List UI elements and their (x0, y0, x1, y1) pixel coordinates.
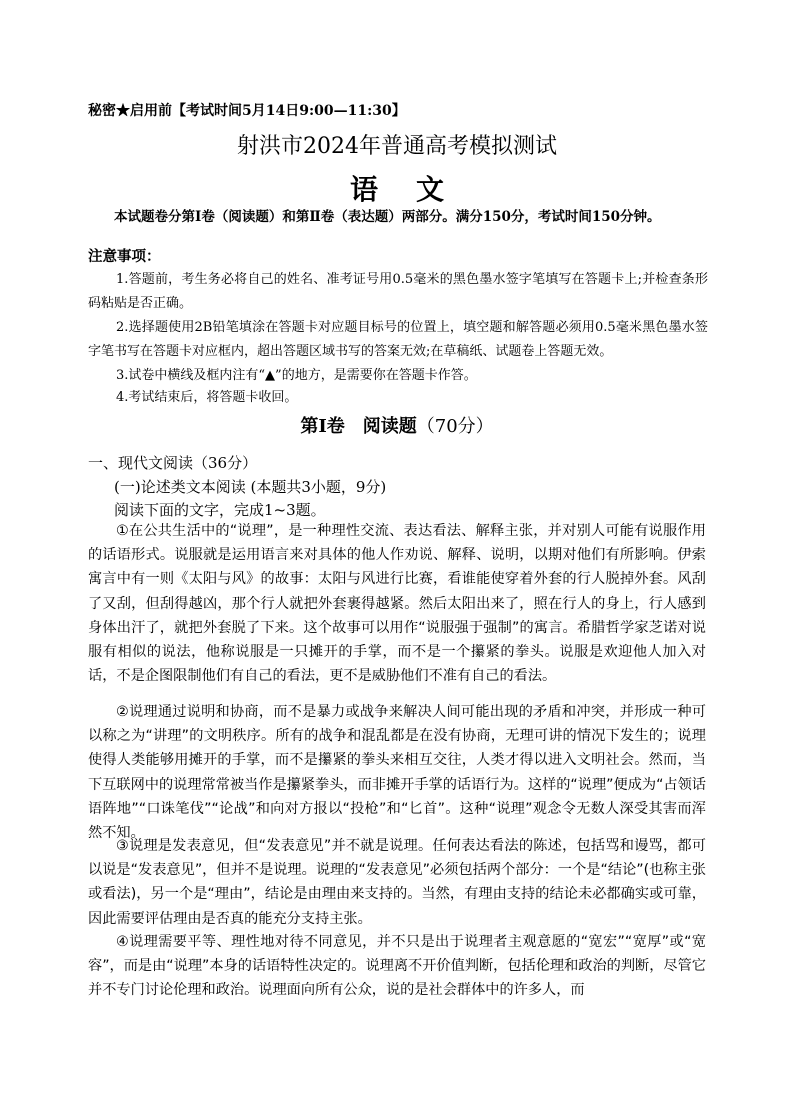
notice-heading: 注意事项： (88, 248, 161, 265)
notice-item-2: 2.选择题使用2B铅笔填涂在答题卡对应题目标号的位置上，填空题和解答题必须用0.5毫米黑色墨水签字笔书写在答题卡对应框内，超出答题区域书写的答案无效;在草稿纸、试题卷上答题无效。 (88, 320, 708, 359)
passage-paragraph-2: ②说理通过说明和协商，而不是暴力或战争来解决人间可能出现的矛盾和冲突，并形成一种可以称之为“讲理”的文明秩序。所有的战争和混乱都是在没有协商，无理可讲的情况下发生的；说理使得人类能够用摊开的手掌，而不是攥紧的拳头来相互交往，人类才得以进入文明社会。然而，当下互联网中的说理常常被当作是攥紧拳头，而非摊开手掌的话语行为。这样的“说理”便成为“占领话语阵地”“口诛笔伐”“论战”和向对方报以“投枪”和“匕首”。这种“说理”观念令无数人深受其害而浑然不知。 (88, 704, 706, 842)
exam-intro: 本试题卷分第Ⅰ卷（阅读题）和第Ⅱ卷（表达题）两部分。满分150分，考试时间150分钟。 (114, 209, 661, 225)
part-heading: 一、现代文阅读（36分） (88, 454, 258, 472)
exam-title: 射洪市2024年普通高考模拟测试 (237, 134, 557, 159)
subject-title: 语文 (349, 173, 482, 206)
reading-instruction: 阅读下面的文字，完成1~3题。 (114, 501, 326, 519)
subpart-heading: (一)论述类文本阅读 (本题共3小题，9分) (114, 478, 387, 496)
confidential-exam-time-line: 秘密★启用前【考试时间5月14日9:00—11:30】 (88, 103, 406, 119)
passage-paragraph-1: ①在公共生活中的“说理”，是一种理性交流、表达看法、解释主张，并对别人可能有说服作用的话语形式。说服就是运用语言来对具体的他人作劝说、解释、说明，以期对他们有所影响。伊索寓言中有一则《太阳与风》的故事：太阳与风进行比赛，看谁能使穿着外套的行人脱掉外套。风刮了又刮，但刮得越凶，那个行人就把外套裹得越紧。然后太阳出来了，照在行人的身上，行人感到身体出汗了，就把外套脱了下来。这个故事可以用作“说服强于强制”的寓言。希腊哲学家芝诺对说服有相似的说法，他称说服是一只摊开的手掌，而不是一个攥紧的拳头。说服是欢迎他人加入对话，不是企图限制他们有自己的看法，更不是威胁他们不准有自己的看法。 (88, 523, 706, 685)
passage-paragraph-4: ④说理需要平等、理性地对待不同意见，并不只是出于说理者主观意愿的“宽宏”“宽厚”或“宽容”，而是由“说理”本身的话语特性决定的。说理离不开价值判断，包括伦理和政治的判断，尽管它并不专门讨论伦理和政治。说理面向所有公众，说的是社会群体中的许多人，而 (88, 934, 706, 999)
section-title-score: （70分） (416, 416, 494, 437)
passage-paragraph-3: ③说理是发表意见，但“发表意见”并不就是说理。任何表达看法的陈述，包括骂和谩骂，都可以说是“发表意见”，但并不是说理。说理的“发表意见”必须包括两个部分：一个是“结论”(也称主张或看法)，另一个是“理由”，结论是由理由来支持的。当然，有理由支持的结论未必都确实或可靠，因此需要评估理由是否真的能充分支持主张。 (88, 838, 706, 927)
section-title-main: 第Ⅰ卷 阅读题 (300, 416, 417, 437)
notice-item-3: 3.试卷中横线及框内注有“▲”的地方，是需要你在答题卡作答。 (116, 368, 477, 383)
notice-item-1: 1.答题前，考生务必将自己的姓名、准考证号用0.5毫米的黑色墨水签字笔填写在答题卡上;并检查条形码粘贴是否正确。 (88, 272, 708, 311)
section-title (0, 412, 794, 438)
notice-item-4: 4.考试结束后，将答题卡收回。 (116, 390, 298, 405)
